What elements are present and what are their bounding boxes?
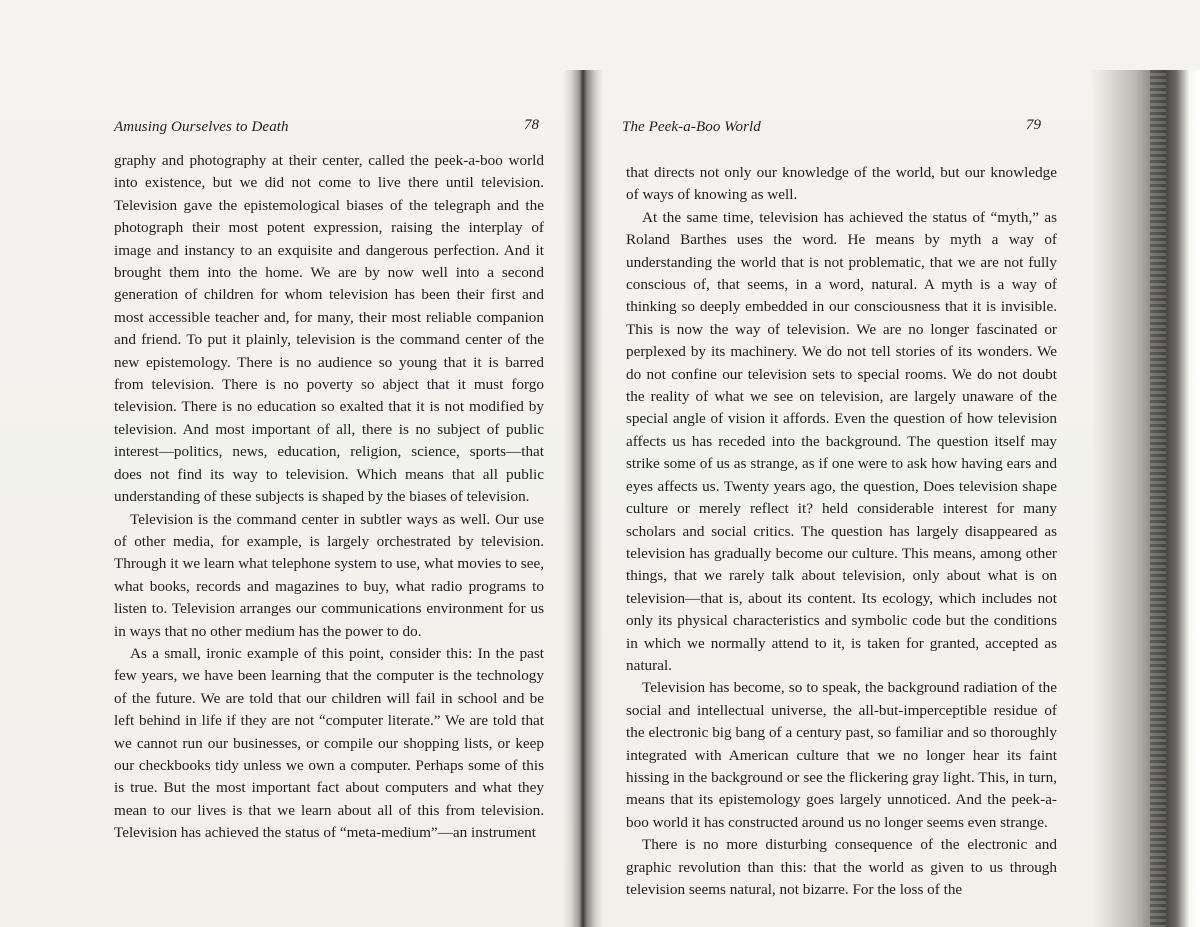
page-edge-shadow xyxy=(1092,70,1200,927)
page-number-left: 78 xyxy=(524,117,539,133)
right-page-body xyxy=(626,162,1057,901)
paragraph: There is no more disturbing consequence of the electronic and graphic revolution than this: that the world as given to us through television seems natural, not bizarre. For the loss of the xyxy=(626,836,1057,898)
paragraph: that directs not only our knowledge of the world, but our knowledge of ways of knowing as well. xyxy=(626,164,1057,204)
running-head-right: The Peek-a-Boo World xyxy=(622,119,761,135)
running-head-left: Amusing Ourselves to Death xyxy=(114,119,289,135)
paragraph: Television is the command center in subtler ways as well. Our use of other media, for example, is largely orchestrated by television. Through it we learn what telephone system to use, what movies to see, what books, records and magazines to buy, what radio programs to listen to. Television arranges our communications environment for us in ways that no other medium has the power to do. xyxy=(114,510,544,640)
left-page-body xyxy=(114,150,544,845)
paragraph: Television has become, so to speak, the background radiation of the social and intellectual universe, the all-but-imperceptible residue of the electronic big bang of a century past, so familiar and so thoroughly integrated with American culture that we no longer hear its faint hissing in the background or see the flickering gray light. This, in turn, means that its epistemology goes largely unnoticed. And the peek-a-boo world it has constructed around us no longer seems even strange. xyxy=(626,679,1057,831)
left-page xyxy=(0,0,585,927)
paragraph: At the same time, television has achieved the status of “myth,” as Roland Barthes uses the word. He means by myth a way of understanding the world that is not problematic, that we are not fully conscious of, that seems, in a word, natural. A myth is a way of thinking so deeply embedded in our consciousness that it is invisible. This is now the way of television. We are no longer fascinated or perplexed by its machinery. We do not tell stories of its wonders. We do not confine our television sets to special rooms. We do not doubt the reality of what we see on television, are largely unaware of the special angle of vision it affords. Even the question of how television affects us has receded into the background. The question itself may strike some of us as strange, as if one were to ask how having ears and eyes affects us. Twenty years ago, the question, Does television shape culture or merely reflect it? held considerable interest for many scholars and social critics. The question has largely disappeared as television has gradually become our culture. This means, among other things, that we rarely talk about television, only about what is on television—that is, about its content. Its ecology, which includes not only its physical characteristics and symbolic code but the conditions in which we normally attend to it, is taken for granted, accepted as natural. xyxy=(626,208,1057,674)
paragraph: As a small, ironic example of this point, consider this: In the past few years, we have been learning that the computer is the technology of the future. We are told that our children will fail in school and be left behind in life if they are not “computer literate.” We are told that we cannot run our businesses, or compile our shopping lists, or keep our checkbooks tidy unless we own a computer. Perhaps some of this is true. But the most important fact about computers and what they mean to our lives is that we learn about all of this from television. Television has achieved the status of “meta-medium”—an instrument xyxy=(114,644,544,842)
paragraph: graphy and photography at their center, called the peek-a-boo world into existence, but we did not come to live there until television. Television gave the epistemological biases of the telegraph and the photograph their most potent expression, raising the interplay of image and instancy to an exquisite and dangerous perfection. And it brought them into the home. We are by now well into a second generation of children for whom television has been their first and most accessible teacher and, for many, their most reliable companion and friend. To put it plainly, television is the command center of the new epistemology. There is no audience so young that it is barred from television. There is no poverty so abject that it must forgo television. There is no education so exalted that it is not modified by television. And most important of all, there is no subject of public interest—politics, news, education, religion, science, sports—that does not find its way to television. Which means that all public understanding of these subjects is shaped by the biases of television. xyxy=(114,152,544,506)
page-number-right: 79 xyxy=(1026,117,1041,133)
